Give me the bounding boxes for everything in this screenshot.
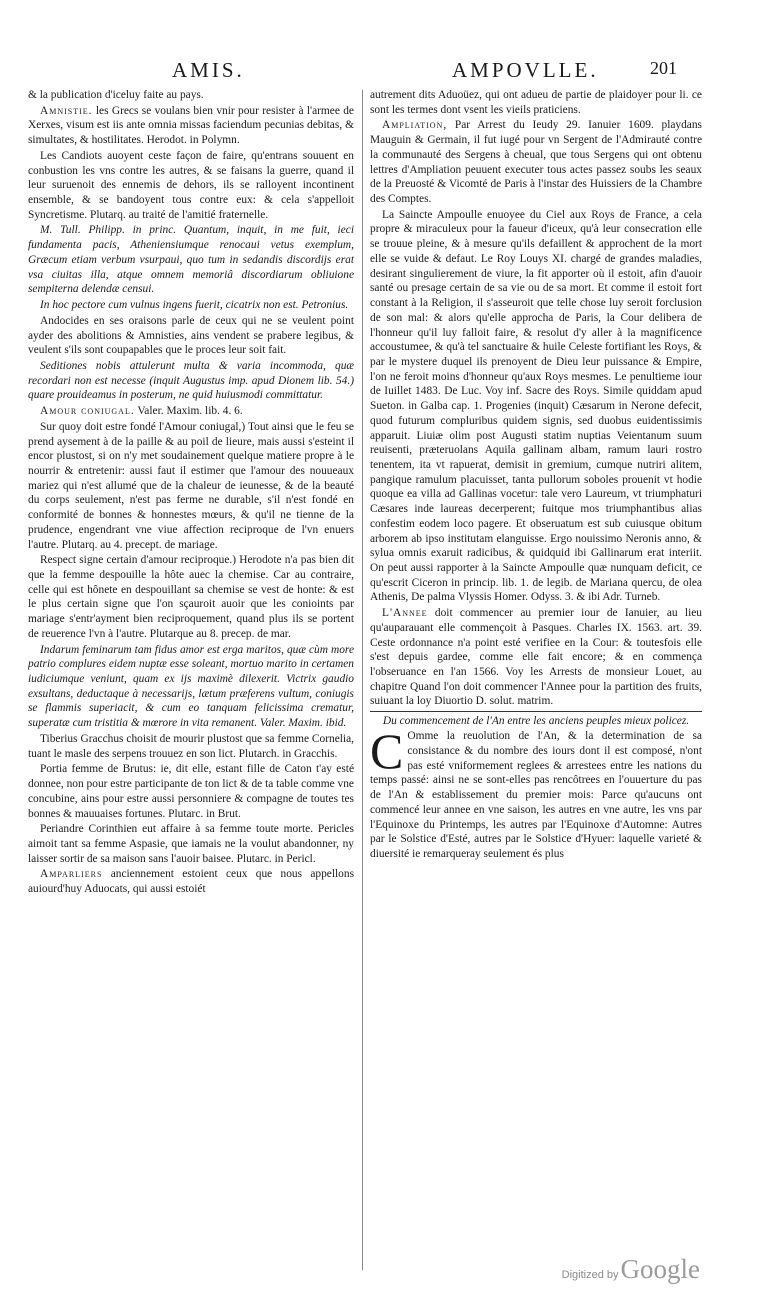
entry-text: les Grecs se voulans bien vnir pour resister à l'armee de Xerxes, visum est iis ante omnia missas faciendum pecunias debitas, & simultates, & hostilitates. Herodot. in Polymn. <box>28 104 354 147</box>
entry-headword: Amnistie. <box>40 104 93 117</box>
latin-quotation: M. Tull. Philipp. in princ. Quantum, inquit, in me fuit, ieci fundamenta pacis, Atheniensiumque renocaui vetus exemplum, Græcum etiam verbum vsurpaui, quo tum in sedandis discordijs erat vsa ciuitas illa, atque omnem memoriâ discordiarum obliuione sempiterna delendæ censui. <box>28 224 354 296</box>
digitized-by-google-watermark <box>562 1254 700 1285</box>
section-heading: Du commencement de l'An entre les anciens peuples mieux policez. <box>382 715 690 728</box>
column-divider <box>362 90 363 1270</box>
entry-headword: Ampliation, <box>382 119 448 132</box>
paragraph-text: Omme la reuolution de l'An, & la determination de sa consistance & du nombre des iours dont il est composé, n'ont pas esté vniformement reglees & arrestees entre les nations du temps passé: ainsi ne se sont-elles pas rencôtrees en l'ouuerture du pas de l'An & establissement du premier mois: Parce qu'aucuns ont commencé leur annee en vne saison, les autres en vne autre, les vns par l'Equinoxe du Printemps, les autres par l'Equinoxe d'Automne: Autres par le Solstice d'Esté, autres par le Solstice d'Hyuer: laquelle varieté & diuersité ie remarqueray seulement és plus <box>370 730 702 860</box>
paragraph: Sur quoy doit estre fondé l'Amour coniugal,) Tout ainsi que le feu se prend aysement à de la paille & au poil de lieure, mais aussi s'esteint il encor plustost, si on n'y met soudainement quelque matiere propre à le nourrir & entretenir: aussi faut il estimer que l'amour des nouueaux mariez qui n'est allumé que de la chaleur de ieunesse, & de la beauté du corps seulement, n'est pas ferme ne durable, s'il n'est fondé en conformité de bonnes & honnestes mœurs, & qu'il ne tienne de la prudence, engendrant vne viue affection reciproque de l'vn enuers l'autre. Plutarq. au 4. precept. de mariage. <box>28 420 354 551</box>
paragraph: Andocides en ses oraisons parle de ceux qui ne se veulent point ayder des abolitions & Amnisties, ains vendent se prabere legibus, & veulent s'ils sont coupapables que le proces leur soit fait. <box>28 314 354 357</box>
google-logo-text: Google <box>620 1254 700 1284</box>
entry-text: doit commencer au premier iour de Ianuier, au lieu qu'auparauant elle commençoit à Pasques. Charles IX. 1563. art. 39. Ceste ordonnance n'a point esté verifiee en la Cour: & toutesfois elle s'est depuis gardee, comme elle fait encore; & en commença l'obseruance en l'an 1566. Voy les Arrests de monsieur Louet, au chapitre Quand l'on doit commencer l'Annee pour la partition des fruits, suiuant la loy Diuortio D. solut. matrim. <box>370 607 702 708</box>
dictionary-entry <box>28 104 354 148</box>
paragraph: Respect signe certain d'amour reciproque.) Herodote n'a pas bien dit que la femme despouille la hôte auec la chemise. Car au contraire, celle qui est hônete en despouillant sa chemise se vest de honte: & est le plus certain signe que l'on sçauroit auoir que les conioints par mariage s'entr'ayment bien reciproquement, quand plus ils se portent de reuerence l'vn à l'autre. Plutarque au 8. precep. de mar. <box>28 554 354 640</box>
left-column <box>28 88 354 1268</box>
paragraph: Portia femme de Brutus: ie, dit elle, estant fille de Caton t'ay esté donnee, non pour estre participante de ton lict & de ta table comme vne concubine, ains pour estre aussi personniere & compagne de toutes tes bonnes & mauuaises fortunes. Plutarc. in Brut. <box>28 763 354 820</box>
dictionary-entry <box>28 867 354 896</box>
paragraph: Les Candiots auoyent ceste façon de faire, qu'entrans souuent en conbustion les vns contre les autres, & se faisans la guerre, quand il leur suruenoit des ennemis de dehors, ils se ralloyent incontinent ensemble, & se bandoyent tous contre eux: & cela s'appelloit Syncretisme. Plutarq. au traité de l'amitié fraternelle. <box>28 149 354 221</box>
entry-headword: Amour coniugal. <box>40 405 135 418</box>
paragraph: Periandre Corinthien eut affaire à sa femme toute morte. Pericles aimoit tant sa femme Aspasie, que iamais ne la voulut abandonner, ny laisser sortir de sa maison sans l'auoir baisee. Plutarc. in Pericl. <box>28 823 354 865</box>
dictionary-entry <box>28 404 354 419</box>
entry-text: Par Arrest du Ieudy 29. Ianuier 1609. playdans Mauguin & Germain, il fut iugé pour vn Sergent de l'Admirauté contre la communauté des Sergens à cheual, que tous Sergens qui ont obtenu lettres d'Ampliation peuuent executer tous actes passez soubs les seaux de la Preuosté & Vicomté de Paris à l'instar des Huissiers de la Chambre des Comptes. <box>370 119 702 206</box>
continued-paragraph: & la publication d'iceluy faite au pays. <box>28 89 204 101</box>
running-head-right: AMPOVLLE. <box>452 58 599 82</box>
paragraph-with-drop-cap <box>370 723 702 861</box>
page-number: 201 <box>650 58 677 78</box>
dictionary-entry <box>370 118 702 206</box>
paragraph: Tiberius Gracchus choisit de mourir plustost que sa femme Cornelia, tuant le masle des serpens trouuez en son lict. Plutarch. in Gracchis. <box>28 732 354 760</box>
running-head-left: AMIS. <box>172 58 245 82</box>
latin-quotation: Indarum feminarum tam fidus amor est erga maritos, quæ cùm more patrio complures eidem nuptæ esse soleant, mortuo marito in certamen iudiciumque veniunt, quam ex ijs maximè dilexerit. Victrix gaudio exsultans, deductaque à necessarijs, lætum præferens vultum, coniugis se flammis superiacit, & cum eo tanquam felicissima crematur, superatæ cum tristitia & mœrore in vita remanent. Valer. Maxim. ibid. <box>28 643 354 730</box>
drop-cap-initial: C <box>370 723 404 780</box>
watermark-prefix: Digitized by <box>561 1269 619 1281</box>
entry-text: anciennement estoient ceux que nous appellons auiourd'huy Aduocats, qui aussi estoiét <box>28 868 354 896</box>
continued-paragraph: autrement dits Aduoüez, qui ont adueu de partie de plaidoyer pour li. ce sont les termes dont vsent les vieils praticiens. <box>370 89 702 116</box>
entry-headword: Amparliers <box>40 868 103 881</box>
latin-quotation: In hoc pectore cum vulnus ingens fuerit, cicatrix non est. Petronius. <box>40 299 349 312</box>
entry-headword: L'Annee <box>382 607 428 620</box>
dictionary-entry <box>370 606 702 709</box>
entry-text: Valer. Maxim. lib. 4. 6. <box>134 405 243 418</box>
paragraph: La Saincte Ampoulle enuoyee du Ciel aux Roys de France, a cela propre & miraculeux pour la faueur d'iceux, qu'à leur consecration elle se trouue pleine, & à mesure qu'ils defaillent & approchent de la mort elle se vuide & defaut. Le Roy Louys XI. chargé de grandes maladies, desirant singulierement de viure, la fit apporter où il estoit, afin d'auoir santé ou presage certain de sa vie ou de sa mort. Et comme il estoit fort constant à la Religion, il s'asseuroit que telle chose luy seroit forclusion de son mal: & alors qu'elle approcha de Paris, la Cour delibera de l'honneur qu'il luy falloit faire, & resolut d'y aller à la magnificence accoustumee, & qu'à tel sanctuaire & huile Celeste fortifiant les Roys, & par le mystere duquel ils prenoyent de Dieu leur puissance & Empire, l'on ne feroit moins d'honneur qu'aux Roys mesmes. Le penultieme iour de Iuillet 1483. De Luc. Voy inf. Sacre des Roys. Simile quiddam apud Sueton. in Galba cap. 1. Progenies (inquit) Cæsarum in Nerone defecit, quod futurum compluribus quidem signis, sed duobus euidentissimis apparuit. Liuiæ olim post Augusti statim nuptias Veientanum suum reuisenti, præteruolans Aquila gallinam albam, ramum lauri rostro tenentem, ita vt rapuerat, demisit in gremium, cumque nutriri alitem, pangique ramulum placuisset, tanta pullorum soboles prouenit vt hodie quoque ea villa ad Gallinas vocetur: tale vero Laureum, vt triumphaturi Cæsares inde laureas decerperent; fuitque mos triumphantibus alias confestim eodem loco pagere. Et obseruatum est sub cuiusque obitum arborem ab ipso institutam elanguisse. Ergo nouissimo Neronis anno, & sylua omnis exaruit radicibus, & quidquid ibi Gallinarum erat interiit. On peut aussi rapporter à la Saincte Ampoulle quæ nunquam deficit, ce qu'escrit Ciceron in princip. lib. 1. de legib. de Mariana quercu, de olea Athenis, De palma Vlyssis Homer. Odyss. 3. & ibi Adr. Turneb. <box>370 208 702 604</box>
right-column <box>370 88 702 1268</box>
section-rule <box>370 711 702 712</box>
latin-quotation: Seditiones nobis attulerunt multa & varia incommoda, quæ recordari non est necesse (inquit Augustus imp. apud Dionem lib. 54.) quare prouideamus in posterum, ne quid huiusmodi committatur. <box>28 359 354 402</box>
